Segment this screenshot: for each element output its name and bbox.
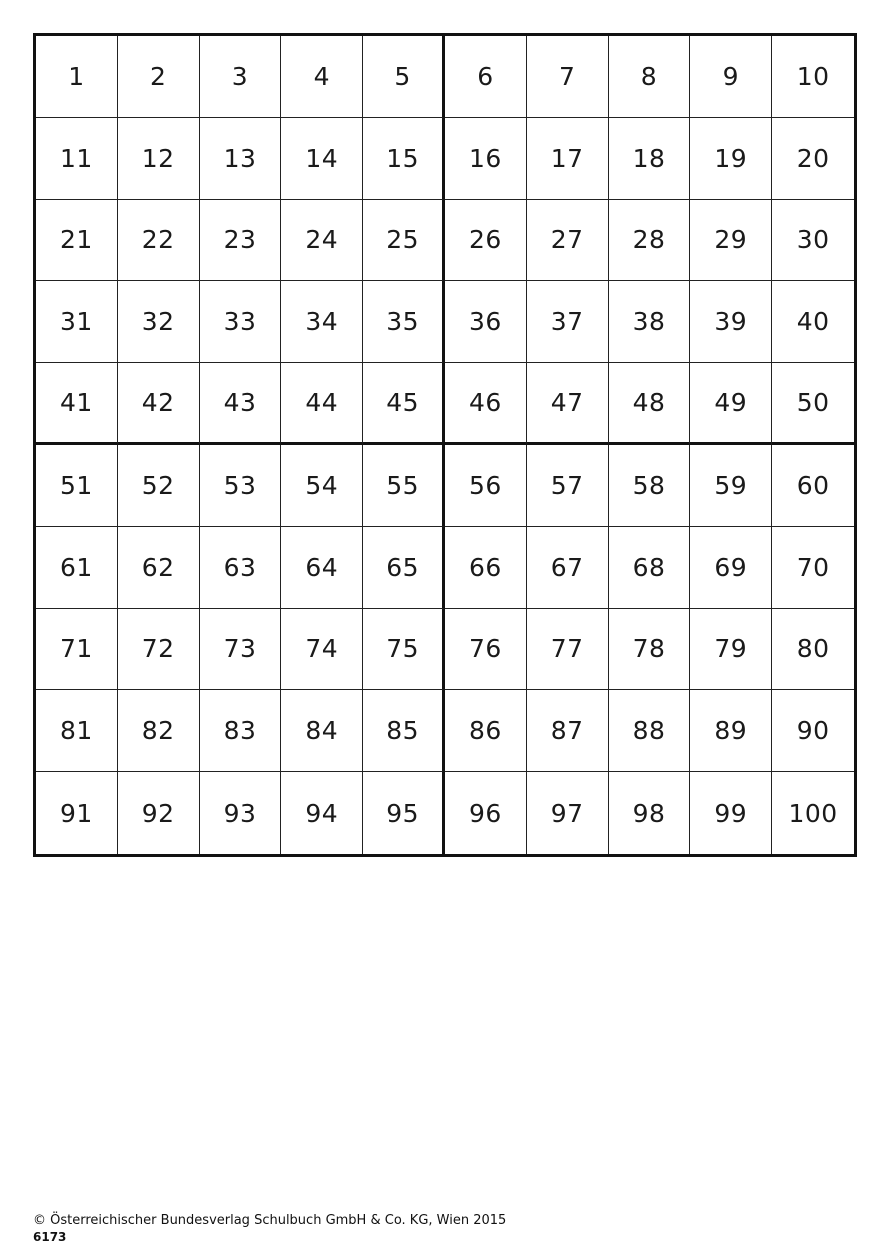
grid-cell: 2: [118, 36, 200, 118]
grid-cell: 14: [281, 118, 363, 200]
grid-cell: 37: [527, 281, 609, 363]
grid-cell: 94: [281, 772, 363, 854]
grid-cell: 51: [36, 445, 118, 527]
grid-cell: 7: [527, 36, 609, 118]
grid-cell: 86: [445, 690, 527, 772]
grid-cell: 19: [690, 118, 772, 200]
grid-cell: 17: [527, 118, 609, 200]
grid-cell: 53: [200, 445, 282, 527]
grid-cell: 69: [690, 527, 772, 609]
grid-cell: 21: [36, 200, 118, 282]
grid-cell: 10: [772, 36, 854, 118]
grid-cell: 71: [36, 609, 118, 691]
grid-cell: 38: [609, 281, 691, 363]
hundred-grid: [33, 33, 857, 857]
grid-cell: 43: [200, 363, 282, 445]
grid-cell: 63: [200, 527, 282, 609]
grid-cell: 52: [118, 445, 200, 527]
grid-cell: 90: [772, 690, 854, 772]
grid-cell: 89: [690, 690, 772, 772]
grid-cell: 30: [772, 200, 854, 282]
grid-cell: 74: [281, 609, 363, 691]
copyright-notice: © Österreichischer Bundesverlag Schulbuch GmbH & Co. KG, Wien 2015: [33, 1213, 507, 1228]
grid-cell: 13: [200, 118, 282, 200]
grid-cell: 58: [609, 445, 691, 527]
grid-cell: 79: [690, 609, 772, 691]
grid-cell: 6: [445, 36, 527, 118]
grid-cell: 1: [36, 36, 118, 118]
grid-cell: 68: [609, 527, 691, 609]
grid-cell: 18: [609, 118, 691, 200]
grid-cell: 92: [118, 772, 200, 854]
grid-cell: 93: [200, 772, 282, 854]
grid-cell: 46: [445, 363, 527, 445]
grid-cell: 75: [363, 609, 445, 691]
grid-cell: 32: [118, 281, 200, 363]
grid-cell: 49: [690, 363, 772, 445]
grid-cell: 81: [36, 690, 118, 772]
grid-cell: 22: [118, 200, 200, 282]
grid-cell: 39: [690, 281, 772, 363]
grid-cell: 23: [200, 200, 282, 282]
grid-cell: 50: [772, 363, 854, 445]
grid-cell: 42: [118, 363, 200, 445]
grid-cell: 45: [363, 363, 445, 445]
grid-cell: 73: [200, 609, 282, 691]
grid-cell: 65: [363, 527, 445, 609]
grid-cell: 8: [609, 36, 691, 118]
grid-cell: 48: [609, 363, 691, 445]
grid-cell: 61: [36, 527, 118, 609]
grid-cell: 64: [281, 527, 363, 609]
grid-cell: 83: [200, 690, 282, 772]
grid-cell: 82: [118, 690, 200, 772]
grid-cell: 31: [36, 281, 118, 363]
grid-cell: 11: [36, 118, 118, 200]
grid-cell: 76: [445, 609, 527, 691]
grid-cell: 25: [363, 200, 445, 282]
grid-cell: 57: [527, 445, 609, 527]
grid-cell: 24: [281, 200, 363, 282]
grid-cell: 66: [445, 527, 527, 609]
grid-cell: 87: [527, 690, 609, 772]
grid-cell: 34: [281, 281, 363, 363]
grid-cell: 4: [281, 36, 363, 118]
grid-cell: 12: [118, 118, 200, 200]
grid-cell: 85: [363, 690, 445, 772]
grid-cell: 99: [690, 772, 772, 854]
grid-cell: 56: [445, 445, 527, 527]
grid-cell: 62: [118, 527, 200, 609]
grid-cell: 70: [772, 527, 854, 609]
grid-cell: 27: [527, 200, 609, 282]
grid-cell: 35: [363, 281, 445, 363]
grid-cell: 97: [527, 772, 609, 854]
grid-cell: 33: [200, 281, 282, 363]
grid-cell: 91: [36, 772, 118, 854]
grid-cell: 9: [690, 36, 772, 118]
grid-cell: 77: [527, 609, 609, 691]
grid-cell: 5: [363, 36, 445, 118]
grid-cell: 40: [772, 281, 854, 363]
grid-cell: 47: [527, 363, 609, 445]
grid-cell: 29: [690, 200, 772, 282]
grid-cell: 100: [788, 798, 838, 828]
grid-cell: 16: [445, 118, 527, 200]
grid-cell: 98: [609, 772, 691, 854]
grid-cell: 88: [609, 690, 691, 772]
grid-cell: 72: [118, 609, 200, 691]
grid-cell: 36: [445, 281, 527, 363]
grid-cell: 54: [281, 445, 363, 527]
grid-cell: 59: [690, 445, 772, 527]
grid-cell: 41: [36, 363, 118, 445]
grid-cell: 15: [363, 118, 445, 200]
grid-cell: 3: [200, 36, 282, 118]
grid-cell: 20: [772, 118, 854, 200]
grid-cell: 60: [772, 445, 854, 527]
product-code: 6173: [33, 1230, 67, 1244]
grid-cell: 95: [363, 772, 445, 854]
grid-cell: 28: [609, 200, 691, 282]
grid-cell: 55: [363, 445, 445, 527]
grid-cell: 96: [445, 772, 527, 854]
grid-cell: 80: [772, 609, 854, 691]
grid-cell: 44: [281, 363, 363, 445]
grid-cell: 26: [445, 200, 527, 282]
grid-cell: 67: [527, 527, 609, 609]
grid-cell: 78: [609, 609, 691, 691]
grid-cell: 84: [281, 690, 363, 772]
